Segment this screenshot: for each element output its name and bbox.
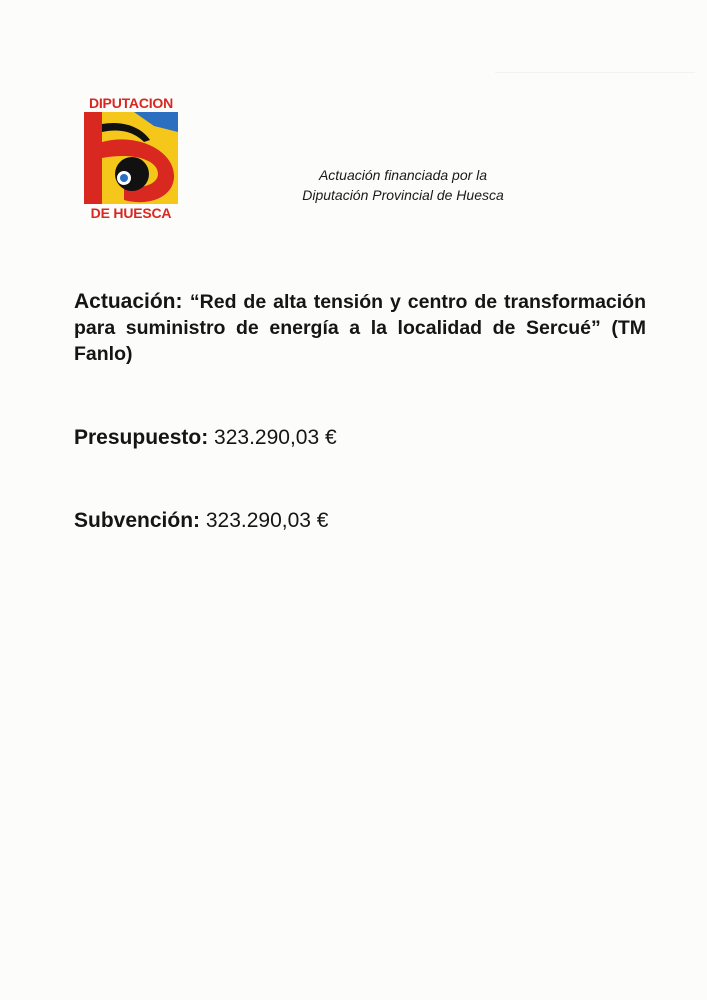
funding-note-line1: Actuación financiada por la [318,167,488,183]
diputacion-huesca-logo [82,95,180,223]
presupuesto-line [74,425,337,451]
logo-top-text: DIPUTACION [88,95,174,111]
presupuesto-value: 323.290,03 € [214,426,337,449]
subvencion-value: 323.290,03 € [205,509,329,532]
actuacion-paragraph [74,289,646,367]
actuacion-label: Actuación: [74,290,190,313]
actuacion-text: “Red de alta tensión y centro de transformación para suministro de energía a la localidad de Sercué” (TM Fanlo) [74,291,646,365]
presupuesto-label: Presupuesto: [74,426,215,449]
funding-note [258,165,548,205]
scan-artifact [495,42,695,73]
subvencion-label: Subvención: [74,509,206,532]
subvencion-line [74,508,328,534]
funding-note-line2: Diputación Provincial de Huesca [302,187,504,203]
logo-emblem-icon [84,112,178,204]
logo-bottom-text: DE HUESCA [90,205,172,221]
